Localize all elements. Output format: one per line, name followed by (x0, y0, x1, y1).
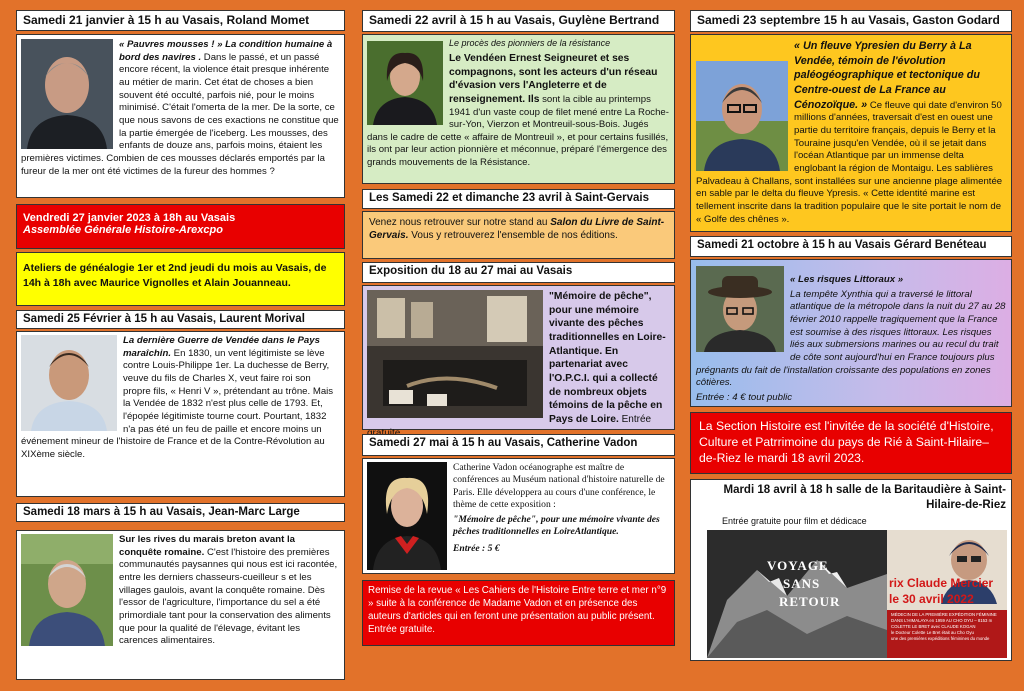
salon-text-c: Vous y retrouverez l'ensemble de nos éditions. (408, 230, 618, 242)
block-beneteau (690, 259, 1012, 407)
header-saint-gervais: Les Samedi 22 et dimanche 23 avril à Saint-Gervais (362, 189, 675, 209)
block-large (16, 530, 345, 680)
bertrand-body: sont la cible au printemps 1941 d'un vaste coup de filet mené entre La Roche-sur-Yon, Vierzon et Montreuil-sous-Bois. Jugés dans le cadre de cette « affaire de Montreuil », et pour certains fusillés, ils ont par leur action pionnière et méconnue, préparé l'émergence des grands mouvements de la Résistance. (367, 93, 669, 169)
block-bertrand (362, 34, 675, 184)
riez-text: La Section Histoire est l'invitée de la société d'Histoire, Culture et Patrrimoine du pays de Rié à Saint-Hilaire–de-Riez le mardi 18 avril 2023. (699, 419, 994, 466)
poster-small-5: une des premières expéditions féminines du monde (891, 636, 990, 642)
block-baritaudiere (690, 479, 1012, 661)
poster-date: le 30 avril 2022 (889, 592, 974, 606)
vadon-body: Catherine Vadon océanographe est maître de conférences au Muséum national d'histoire naturelle de Paris. Elle développera au cours d'une conférence, le thème de cette exposition : (453, 462, 665, 511)
event-poster (887, 530, 1007, 658)
momet-title: « Pauvres mousses ! » La condition humaine à bord des navires . (119, 39, 333, 63)
godard-body: Ce fleuve qui date d'environ 50 millions d'années, traversait d'est en ouest une partie du territoire français, depuis le Berry et la Touraine jusqu'en Vendée, où il se jetait dans l'océan Atlantique par un immense delta englobant la région de Montaigu. Les sablières Palvadeau à Challans, sont installées sur une ancienne plage alimentée en sable par le delta du fleuve Ypresis. « Cette identité marine est tellement inscrite dans la tradition populaire que le site portait le nom de « Golfe des chênes ». (696, 99, 1003, 225)
poster-title-voyage: VOYAGE (767, 558, 829, 573)
block-exposition (362, 285, 675, 430)
assemblee-title: Assemblée Générale Histoire-Arexcpo (23, 224, 223, 236)
header-godard: Samedi 23 septembre 15 h au Vasais, Gaston Godard (690, 10, 1012, 32)
header-exposition: Exposition du 18 au 27 mai au Vasais (362, 262, 675, 283)
vadon-entry: Entrée : 5 € (453, 542, 500, 554)
large-body: C'est l'histoire des premières communautés paysannes qui nous est ici racontée, entre les derniers chasseurs-cueilleur s et les villages gaulois, avant la conquête romaine. Dès l'essor de l'agriculture, l'importance du sel a été primordiale tant pour la conservation des aliments que pour la qualité de l'élevage, évitant les carences alimentaires. (119, 546, 338, 647)
block-morival (16, 331, 345, 497)
beneteau-body: La tempête Xynthia qui a traversé le littoral atlantique de la métropole dans la nuit du 27 au 28 février 2010 rappelle tragiquement que la France est soumise à des risques littoraux. Les risques liés aux submersions marines ou au recul du trait de côte sont aujourd'hui en France toujours plus prégnants du fait de l'installation croissante des populations en zones côtières. (696, 288, 1006, 389)
godard-title: « Un fleuve Ypresien du Berry à La Vendée, témoin de l'évolution paléogéographique et tectonique du Centre-ouest de La France au Cénozoïque. » (794, 40, 980, 111)
portrait-gaston-godard (696, 61, 788, 171)
poster-title-sans: SANS (783, 576, 821, 591)
poster-small-3: COLETTE LE BRET avec CLAUDE KOGAN (891, 624, 976, 630)
exposition-description: "Mémoire de pêche", pour une mémoire vivante des pêches traditionnelles en Loire-Atlantique. En partenariat avec l'O.P.C.I. qui a collecté de nombreux objets témoins de la pêche en Pays de Loire. (549, 291, 666, 425)
portrait-jean-marc-large (21, 534, 113, 646)
film-poster (707, 530, 887, 658)
ateliers-text: Ateliers de généalogie 1er et 2nd jeudi du mois au Vasais, de 14h à 18h avec Maurice Vignolles et Alain Jouanneau. (23, 262, 327, 290)
poster-small-4: le Docteur Colette Le Bret était au Cho Oyu (891, 630, 974, 636)
vadon-quote: "Mémoire de pêche", pour une mémoire vivante des pêches traditionnelles en LoireAtlantique. (453, 513, 660, 538)
portrait-laurent-morival (21, 335, 117, 431)
beneteau-title: « Les risques Littoraux » (790, 274, 904, 285)
morival-title: La dernière Guerre de Vendée dans le Pays maraîchin. (123, 335, 320, 359)
large-title: Sur les rives du marais breton avant la conquête romaine. (119, 534, 295, 558)
block-salon (362, 211, 675, 259)
baritaudiere-entry: Entrée gratuite pour film et dédicace (722, 515, 867, 526)
header-beneteau: Samedi 21 octobre à 15 h au Vasais Gérard Benéteau (690, 236, 1012, 257)
photo-exposition (367, 290, 543, 418)
block-ateliers (16, 252, 345, 306)
poster-title-retour: RETOUR (779, 594, 841, 609)
salon-text-b: Salon du Livre de Saint-Gervais. (369, 217, 665, 242)
poster-small-1: MÉDECIN DE LA PREMIÈRE EXPÉDITION FÉMININE (891, 612, 997, 617)
header-large: Samedi 18 mars à 15 h au Vasais, Jean-Marc Large (16, 503, 345, 522)
poster-prix: rix Claude Mercier (889, 576, 994, 590)
morival-body: En 1830, un vent légitimiste se lève contre Louis-Philippe 1er. La duchesse de Berry, veuve du fils de Charles X, veut faire roi son propre fils, « Henri V », prétendant au trône. Mais la Vendée de 1832 n'est plus celle de 1793. Et, l'épopée légitimiste tourne court. Pourtant, 1832 n'a pas été un feu de paille et encore moins un événement mineur de l'histoire de France et de la Contre-Révolution au XIXème siècle. (21, 347, 334, 460)
block-vadon (362, 458, 675, 574)
momet-body: Dans le passé, et un passé encore récent, la violence était presque inhérente au métier de marin. Cet état de choses a bien souvent été occulté, parfois nié, pour le moins minimisé. C'était l'omerta de la mer. De la sorte, ce que nous savons de ces exactions ne constitue que la partie émergée de l'iceberg. Les mousses, des enfants de douze ans, parfois moins, étaient les premières victimes. Combien de ces mousses déclarés emportés par la fureur de la mer ont été victimes de la fureur des hommes ? (21, 51, 339, 177)
portrait-roland-momet (21, 39, 113, 149)
poster-footer (887, 610, 1007, 658)
poster-small-2: DANS L'HIMALAYA en 1959 AU CHO OYU – 8153 m (891, 618, 993, 624)
salon-text-a: Venez nous retrouver sur notre stand au (369, 217, 551, 228)
block-momet (16, 34, 345, 198)
bertrand-subtitle: Le procès des pionniers de la résistance (449, 38, 611, 48)
block-godard (690, 34, 1012, 232)
remise-text: Remise de la revue « Les Cahiers de l'Histoire Entre terre et mer n°9 » suite à la conférence de Madame Vadon et en présence des auteurs d'articles qui en feront une présentation au public présent. Entrée gratuite. (368, 585, 667, 635)
header-momet: Samedi 21 janvier à 15 h au Vasais, Roland Momet (16, 10, 345, 31)
bertrand-bold: Le Vendéen Ernest Seigneuret et ses compagnons, sont les acteurs d'un réseau d'évasion vers l'Angleterre et de renseignement. Ils (449, 52, 658, 105)
baritaudiere-heading: Mardi 18 avril à 18 h salle de la Baritaudière à Saint-Hilaire-de-Riez (723, 484, 1006, 511)
portrait-gerard-beneteau (696, 266, 784, 352)
block-assemblee (16, 204, 345, 249)
assemblee-date: Vendredi 27 janvier 2023 à 18h au Vasais (23, 212, 236, 224)
portrait-guylene-bertrand (367, 41, 443, 125)
header-vadon: Samedi 27 mai à 15 h au Vasais, Catherine Vadon (362, 434, 675, 456)
portrait-catherine-vadon (367, 462, 447, 570)
block-riez-invitation (690, 412, 1012, 474)
beneteau-entry: Entrée : 4 € tout public (696, 391, 792, 403)
block-remise (362, 580, 675, 646)
header-morival: Samedi 25 Février à 15 h au Vasais, Laurent Morival (16, 310, 345, 329)
exposition-entry: Entrée (621, 413, 652, 425)
header-bertrand: Samedi 22 avril à 15 h au Vasais, Guylène Bertrand (362, 10, 675, 32)
